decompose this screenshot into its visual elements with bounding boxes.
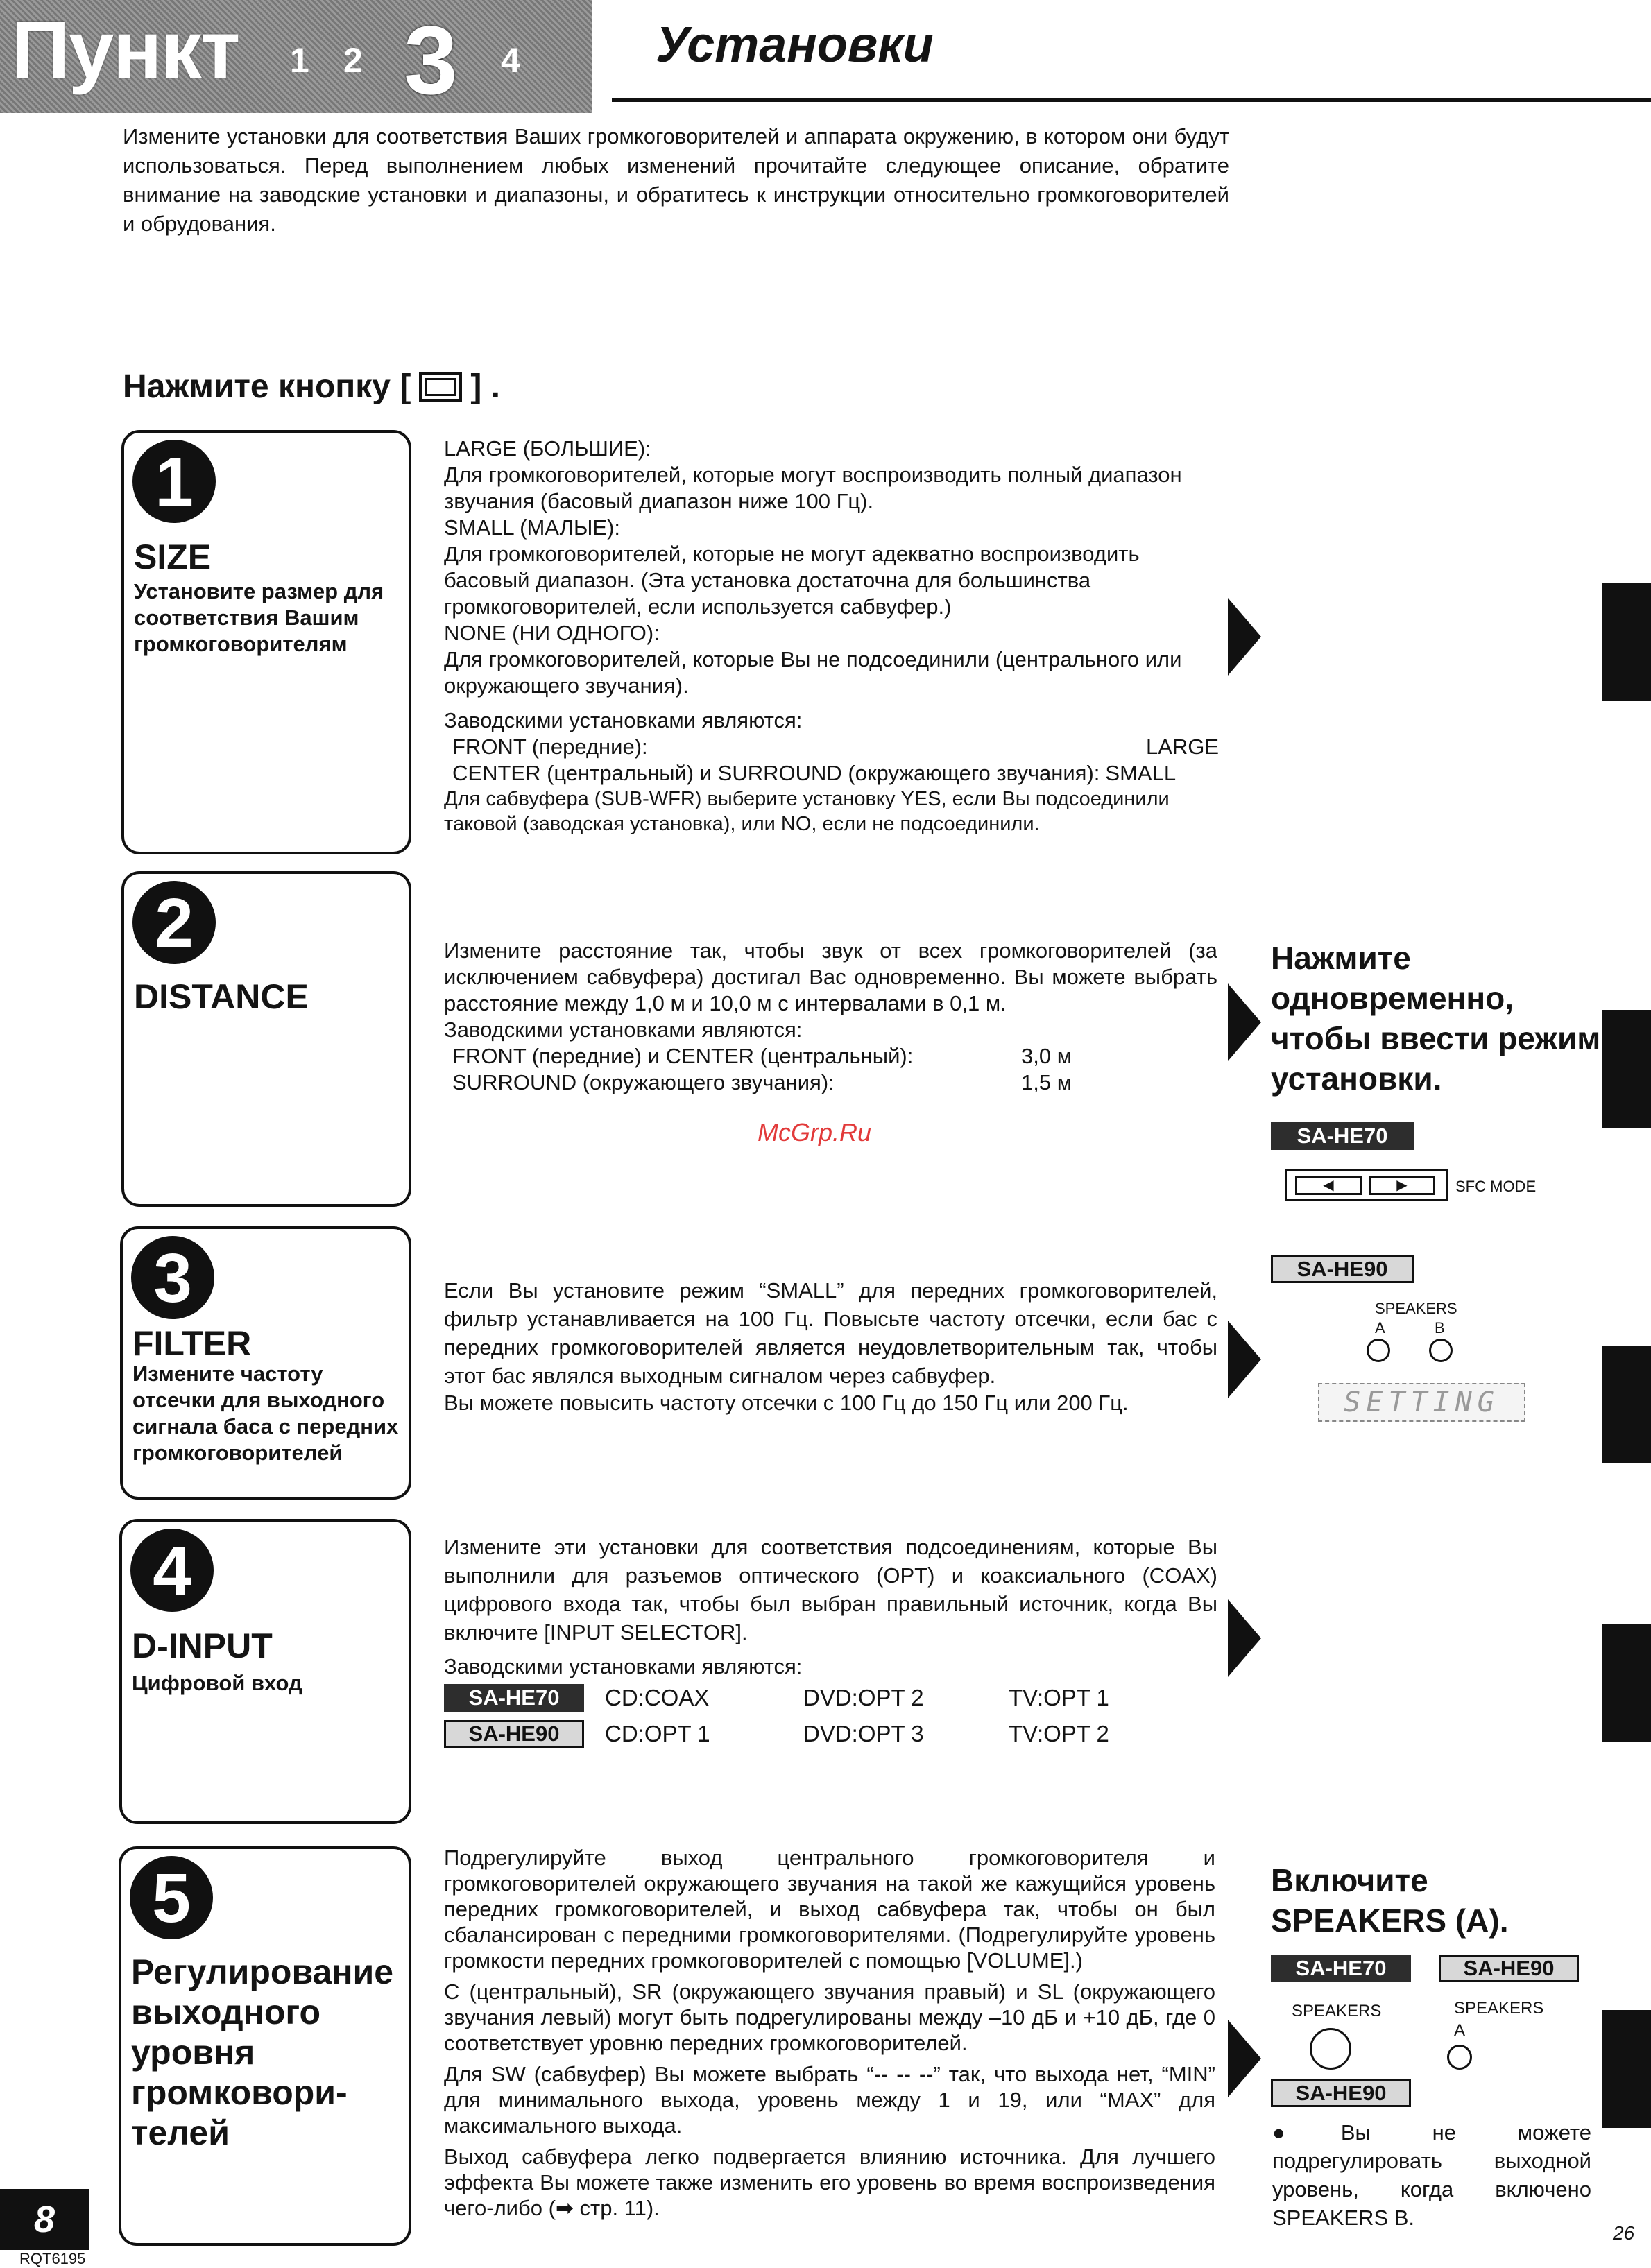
sfc-mode-buttons <box>1285 1169 1448 1201</box>
page-title: Установки <box>656 17 934 73</box>
step-1-note: Для сабвуфера (SUB-WFR) выберите установку YES, если Вы подсоединили таковой (заводская установка), или NO, если не подсоединили. <box>444 788 1170 835</box>
step-1-line: NONE (НИ ОДНОГО): <box>444 621 660 645</box>
step-2-factory-row <box>444 1043 1221 1069</box>
step-4-subtitle: Цифровой вход <box>132 1671 302 1695</box>
model-badge-he90: SA-HE90 <box>1271 2079 1411 2107</box>
step-3-text: Если Вы установите режим “SMALL” для передних громкоговорителей, фильтр устанавливается на 100 Гц. Повысьте частоту отсечки, если бас с передних громкоговорителей является неудовлетворительным так, чтобы этот бас являлся выходным сигналом через сабвуфер. <box>444 1278 1217 1388</box>
step-3-title: FILTER <box>132 1324 252 1363</box>
speaker-a-button-icon <box>1367 1339 1390 1362</box>
factory-value: 3,0 м <box>1021 1044 1072 1068</box>
speaker-a-button-icon <box>1447 2045 1472 2070</box>
step-4-factory-label: Заводскими установками являются: <box>444 1654 803 1678</box>
arrow-right-icon <box>1228 2020 1261 2097</box>
lcd-display: SETTING <box>1318 1383 1525 1422</box>
step-2-body <box>444 938 1221 1096</box>
model-badge-he90: SA-HE90 <box>444 1720 584 1748</box>
factory-value: LARGE <box>1146 734 1220 759</box>
arrow-right-icon <box>1228 1599 1261 1677</box>
step-1-line: Для громкоговорителей, которые Вы не подсоединили (центрального или окружающего звучания). <box>444 647 1182 698</box>
step-2-factory-row <box>444 1069 1221 1096</box>
speakers-button-icon <box>1310 2028 1351 2070</box>
step-4-text: Измените эти установки для соответствия подсоединениям, которые Вы выполнили для разъемов оптического (OPT) и коаксиального (COAX) цифрового входа так, чтобы был выбран правильный источник, когда Вы включите [INPUT SELECTOR]. <box>444 1535 1217 1644</box>
side-press-heading: Нажмите одновременно, чтобы ввести режим установки. <box>1271 940 1601 1097</box>
model-badge-he90: SA-HE90 <box>1271 1255 1414 1283</box>
arrow-right-icon <box>1228 983 1261 1061</box>
step-2-factory-label: Заводскими установками являются: <box>444 1017 803 1042</box>
factory-label: FRONT (передние): <box>452 734 648 759</box>
header-word: Пункт <box>11 4 239 96</box>
speakers-label: SPEAKERS <box>1454 1999 1544 2018</box>
step-5-number: 5 <box>130 1856 213 1939</box>
side-switch-heading: Включите SPEAKERS (A). <box>1271 1862 1509 1939</box>
factory-cd: CD:OPT 1 <box>605 1721 710 1746</box>
header-step-1: 1 <box>290 41 309 80</box>
step-5-title: Регулирование выходного уровня громковори-телей <box>131 1952 394 2152</box>
header-step-2: 2 <box>343 41 363 80</box>
edge-tab-marker <box>1602 583 1651 701</box>
step-4-body <box>444 1533 1221 1752</box>
step-4-title: D-INPUT <box>132 1626 273 1665</box>
press-suffix: ] . <box>470 368 500 405</box>
step-4-number: 4 <box>130 1529 214 1612</box>
speakers-label: SPEAKERS <box>1292 2002 1382 2020</box>
press-prefix: Нажмите кнопку [ <box>123 368 411 405</box>
step-5-body <box>444 1845 1221 2221</box>
step-2-number: 2 <box>132 881 216 964</box>
step-4-box <box>119 1519 411 1824</box>
speaker-a-label: A <box>1375 1319 1385 1337</box>
step-1-factory-row <box>444 760 1221 787</box>
factory-dvd: DVD:OPT 3 <box>803 1721 924 1746</box>
edge-tab-marker <box>1602 1346 1651 1463</box>
step-1-line: Для громкоговорителей, которые могут воспроизводить полный диапазон звучания (басовый диапазон ниже 100 Гц). <box>444 463 1182 513</box>
arrow-right-icon <box>1228 1321 1261 1398</box>
left-arrow-icon: ◀ <box>1295 1176 1362 1195</box>
factory-value: 1,5 м <box>1021 1070 1072 1094</box>
header-rule <box>612 98 1651 102</box>
speaker-a-label: A <box>1454 2021 1466 2040</box>
factory-tv: TV:OPT 2 <box>1009 1721 1109 1746</box>
factory-dvd: DVD:OPT 2 <box>803 1685 924 1710</box>
header-step-current: 3 <box>404 6 458 114</box>
page-number-left: 8 <box>0 2189 89 2250</box>
sfc-mode-label: SFC MODE <box>1455 1178 1537 1195</box>
intro-paragraph: Измените установки для соответствия Ваших громкоговорителей и аппарата окружению, в котором они будут использоваться. Перед выполнением любых изменений прочитайте следующее описание, обратите внимание на заводские установки и диапазоны, и обратитесь к инструкции относительно громкоговорителей и обрудования. <box>123 124 1229 236</box>
watermark: McGrp.Ru <box>758 1118 872 1146</box>
header-step-4: 4 <box>501 41 520 80</box>
edge-tab-marker <box>1602 2010 1651 2128</box>
step-3-box <box>120 1226 411 1500</box>
speaker-b-button-icon <box>1429 1339 1453 1362</box>
step-3-subtitle: Измените частоту отсечки для выходного сигнала баса с передних громкоговорителей <box>132 1361 399 1465</box>
press-button-instruction <box>123 368 500 406</box>
step-3-text-2: Вы можете повысить частоту отсечки с 100 Гц до 150 Гц или 200 Гц. <box>444 1391 1129 1415</box>
step-1-line: LARGE (БОЛЬШИЕ): <box>444 436 651 461</box>
step-5-paragraph: Выход сабвуфера легко подвергается влиянию источника. Для лучшего эффекта Вы можете также изменить его уровень во время воспроизведения чего-либо (➡ стр. 11). <box>444 2145 1215 2220</box>
step-1-box <box>121 430 411 854</box>
step-3-body <box>444 1276 1221 1416</box>
page-number-right: 26 <box>1613 2222 1635 2244</box>
factory-label: CENTER (центральный) и SURROUND (окружающего звучания): <box>452 761 1100 785</box>
speaker-b-label: B <box>1435 1319 1445 1337</box>
model-badge-he70: SA-HE70 <box>1271 1955 1411 1982</box>
model-badge-he70: SA-HE70 <box>1271 1122 1414 1150</box>
factory-label: FRONT (передние) и CENTER (центральный): <box>452 1044 914 1068</box>
step-3-number: 3 <box>131 1236 214 1319</box>
side-note: ●Вы не можете подрегулировать выходной уровень, когда включено SPEAKERS B. <box>1272 2120 1591 2230</box>
speakers-label: SPEAKERS <box>1375 1300 1457 1317</box>
setup-button-icon <box>419 372 462 402</box>
step-5-paragraph: Подрегулируйте выход центрального громкоговорителя и громкоговорителей окружающего звучания на такой же кажущийся уровень передних громкоговорителей, и выход сабвуфера так, чтобы он был сбалансирован с передними громкоговорителями. (Подрегулируйте уровень громкости передних громкоговорителей с помощью [VOLUME].) <box>444 1846 1215 1973</box>
step-1-factory-label: Заводскими установками являются: <box>444 708 803 732</box>
step-1-factory-row <box>444 734 1221 760</box>
step-2-text: Измените расстояние так, чтобы звук от всех громкоговорителей (за исключением сабвуфера) достигал Вас одновременно. Вы можете выбрать расстояние между 1,0 м и 10,0 м с интервалами в 0,1 м. <box>444 938 1217 1015</box>
step-1-subtitle: Установите размер для соответствия Вашим громкоговорителям <box>134 579 384 656</box>
step-1-line: SMALL (МАЛЫЕ): <box>444 515 621 540</box>
step-1-number: 1 <box>132 440 216 523</box>
factory-value: SMALL <box>1105 761 1177 785</box>
step-5-paragraph: Для SW (сабвуфер) Вы можете выбрать “-- -- --” так, что выхода нет, “MIN” для минимального выхода, уровень между 1 и 19, или “MAX” для максимального выхода. <box>444 2062 1215 2138</box>
model-badge-he90: SA-HE90 <box>1439 1955 1579 1982</box>
edge-tab-marker <box>1602 1624 1651 1742</box>
factory-cd: CD:COAX <box>605 1685 710 1710</box>
document-code: RQT6195 <box>19 2250 86 2267</box>
step-4-table-row <box>444 1716 1221 1752</box>
right-arrow-icon: ▶ <box>1369 1176 1435 1195</box>
step-1-title: SIZE <box>134 538 212 576</box>
step-2-title: DISTANCE <box>134 977 309 1016</box>
step-1-body <box>444 436 1221 836</box>
arrow-right-icon <box>1228 598 1261 676</box>
step-5-paragraph: C (центральный), SR (окружающего звучания правый) и SL (окружающего звучания левый) могут быть подрегулированы между –10 дБ и +10 дБ, где 0 соответствует уровню передних громкоговорителей. <box>444 1979 1215 2055</box>
model-badge-he70: SA-HE70 <box>444 1684 584 1712</box>
factory-label: SURROUND (окружающего звучания): <box>452 1070 835 1094</box>
step-1-line: Для громкоговорителей, которые не могут адекватно воспроизводить басовый диапазон. (Эта установка достаточна для большинства громкоговорителей, если используется сабвуфер.) <box>444 542 1140 619</box>
step-2-box <box>121 871 411 1207</box>
factory-tv: TV:OPT 1 <box>1009 1685 1109 1710</box>
step-5-box <box>119 1846 411 2246</box>
step-4-table-row <box>444 1680 1221 1716</box>
